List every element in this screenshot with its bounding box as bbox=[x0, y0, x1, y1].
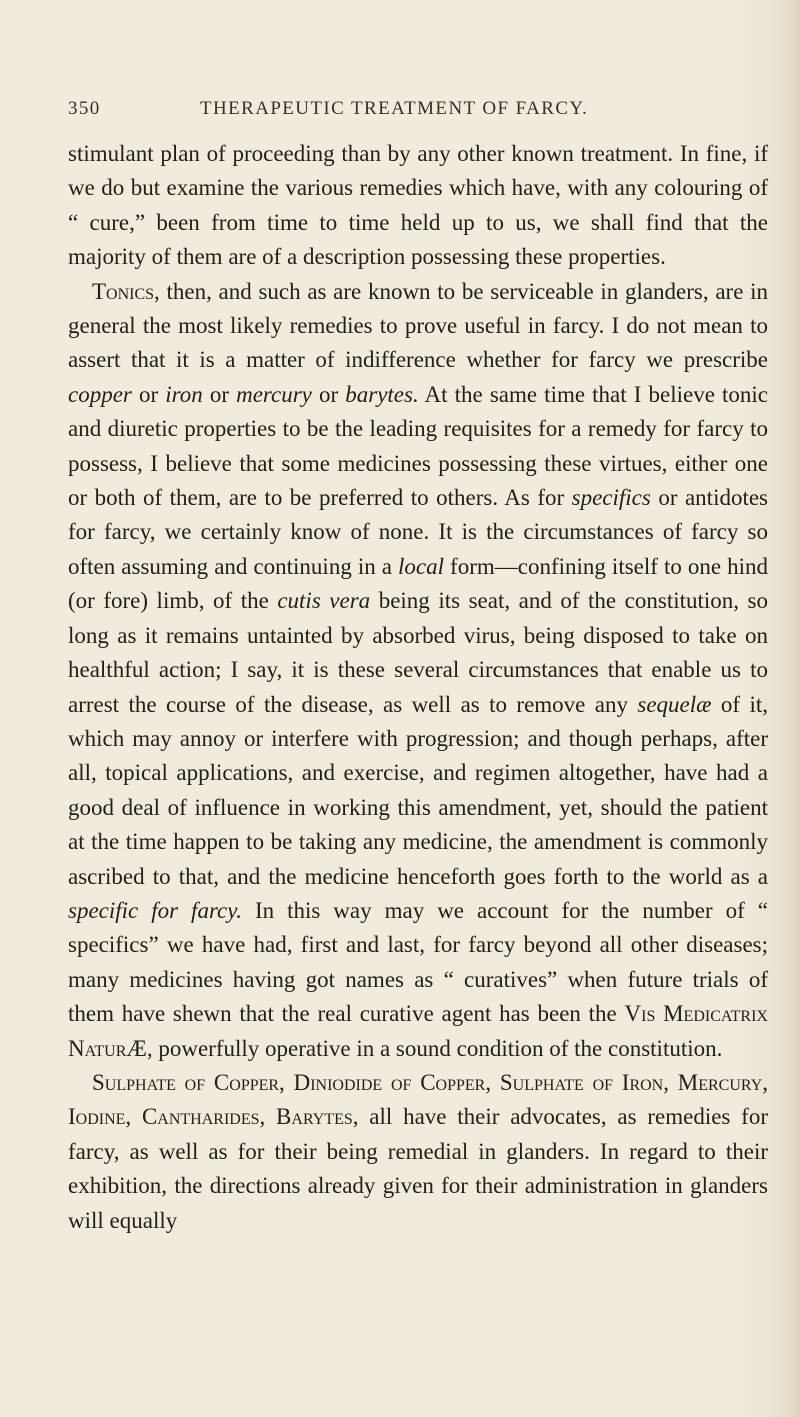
italic-term: cutis vera bbox=[277, 588, 371, 614]
italic-term: local bbox=[398, 553, 445, 579]
page-body bbox=[68, 137, 768, 1238]
small-caps-term: Sulphate of Copper, Diniodide of Copper, Sulphate of Iron, Mercury, Iodine, Cantharides, Barytes, bbox=[68, 1069, 768, 1130]
paragraph-tonics: Tonics, then, and such as are known to be serviceable in glanders, are in general the most likely remedies to prove useful in farcy. I do not mean to assert that it is a matter of indifference whether for farcy we prescribe copper or iron or mercury or barytes. At the same time that I believe tonic and diuretic properties to be the leading requisites for a remedy for farcy to possess, I believe that some medicines possessing these virtues, either one or both of them, are to be preferred to others. As for specifics or antidotes for farcy, we certainly know of none. It is the circumstances of farcy so often assuming and continuing in a local form—confining itself to one hind (or fore) limb, of the cutis vera being its seat, and of the constitution, so long as it remains untainted by absorbed virus, being disposed to take on healthful action; I say, it is these several circumstances that enable us to arrest the course of the disease, as well as to remove any sequelæ of it, which may annoy or interfere with progression; and though perhaps, after all, topical applications, and exercise, and regimen altogether, have had a good deal of influence in working this amendment, yet, should the patient at the time happen to be taking any medicine, the amendment is commonly ascribed to that, and the medicine henceforth goes forth to the world as a specific for farcy. In this way may we account for the number of “ specifics” we have had, first and last, for farcy beyond all other diseases; many medicines having got names as “ curatives” when future trials of them have shewn that the real curative agent has been the Vis Medicatrix NaturÆ, powerfully operative in a sound condition of the constitution. bbox=[68, 278, 769, 1061]
paragraph-remedies: Sulphate of Copper, Diniodide of Copper, Sulphate of Iron, Mercury, Iodine, Cantharides, Barytes, all have their advocates, as remedies for farcy, as well as for their being remedial in glanders. In regard to their exhibition, the directions already given for their administration in glanders will equally bbox=[68, 1069, 768, 1233]
running-title: THERAPEUTIC TREATMENT OF FARCY. bbox=[200, 98, 589, 119]
italic-term: iron bbox=[165, 381, 203, 407]
italic-term: sequelæ bbox=[637, 691, 712, 717]
paragraph-continuation: stimulant plan of proceeding than by any other known treatment. In fine, if we do but examine the various remedies which have, with any colouring of “ cure,” been from time to time held up to us, we shall find that the majority of them are of a description possessing these properties. bbox=[68, 141, 768, 270]
small-caps-term: Vis Medicatrix NaturÆ, bbox=[68, 1001, 768, 1061]
italic-term: barytes. bbox=[345, 381, 419, 407]
page-number: 350 bbox=[68, 98, 101, 119]
italic-term: specific for farcy. bbox=[68, 897, 242, 923]
italic-term: mercury bbox=[236, 381, 312, 407]
italic-term: specifics bbox=[571, 485, 651, 511]
page-header bbox=[68, 98, 768, 138]
italic-term: copper bbox=[68, 381, 132, 407]
small-caps-term: Tonics, bbox=[92, 278, 160, 304]
